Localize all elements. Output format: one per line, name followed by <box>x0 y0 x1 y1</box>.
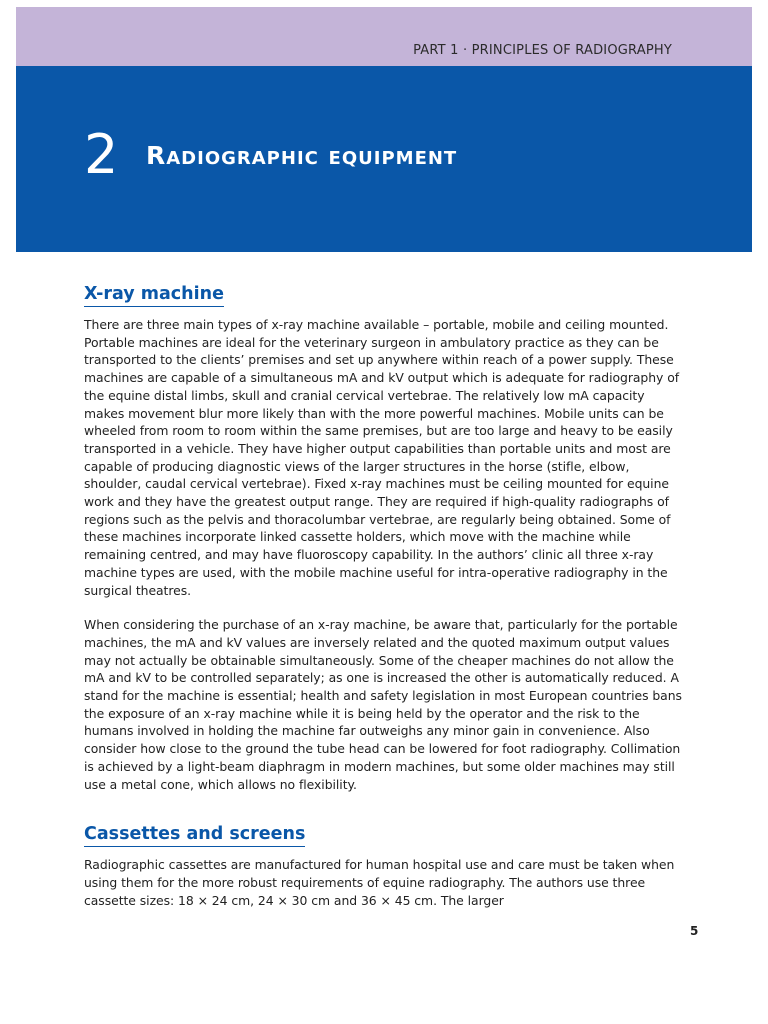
chapter-header-band <box>16 66 752 252</box>
chapter-title: Radiographic equipment <box>146 141 458 170</box>
page-number: 5 <box>690 924 699 938</box>
section-cassettes-screens <box>84 810 684 909</box>
part-header-band <box>16 7 752 66</box>
section-heading: X-ray machine <box>84 284 224 307</box>
part-label: PART 1 · PRINCIPLES OF RADIOGRAPHY <box>413 43 672 58</box>
chapter-number: 2 <box>84 123 119 186</box>
paragraph: There are three main types of x-ray machine available – portable, mobile and ceiling mounted. Portable machines are ideal for the veterinary surgeon in ambulatory practice as they can be transported to the clients’ premises and set up anywhere within reach of a power supply. These machines are capable of a simultaneous mA and kV output which is adequate for radiography of the equine distal limbs, skull and cranial cervical vertebrae. The relatively low mA capacity makes movement blur more likely than with the more powerful machines. Mobile units can be wheeled from room to room within the same premises, but are too large and heavy to be easily transported in a vehicle. They have higher output capabilities than portable units and most are capable of producing diagnostic views of the larger structures in the horse (stifle, elbow, shoulder, caudal cervical vertebrae). Fixed x-ray machines must be ceiling mounted for equine work and they have the greatest output range. They are required if high-quality radiographs of regions such as the pelvis and thoracolumbar vertebrae, are regularly being obtained. Some of these machines incorporate linked cassette holders, which move with the machine while remaining centred, and may have fluoroscopy capability. In the authors’ clinic all three x-ray machine types are used, with the mobile machine useful for intra-operative radiography in the surgical theatres. <box>84 317 680 598</box>
paragraph: Radiographic cassettes are manufactured for human hospital use and care must be taken when using them for the more robust requirements of equine radiography. The authors use three cassette sizes: 18 × 24 cm, 24 × 30 cm and 36 × 45 cm. The larger <box>84 857 675 908</box>
paragraph: When considering the purchase of an x-ray machine, be aware that, particularly for the portable machines, the mA and kV values are inversely related and the quoted maximum output values may not actually be obtainable simultaneously. Some of the cheaper machines do not allow the mA and kV to be controlled separately; as one is increased the other is automatically reduced. A stand for the machine is essential; health and safety legislation in most European countries bans the exposure of an x-ray machine while it is being held by the operator and the risk to the humans involved in holding the machine far outweighs any minor gain in convenience. Also consider how close to the ground the tube head can be lowered for foot radiography. Collimation is achieved by a light-beam diaphragm in modern machines, but some older machines may still use a metal cone, which allows no flexibility. <box>84 617 682 792</box>
main-content <box>84 284 684 909</box>
section-xray-machine <box>84 284 684 793</box>
section-heading: Cassettes and screens <box>84 824 305 847</box>
